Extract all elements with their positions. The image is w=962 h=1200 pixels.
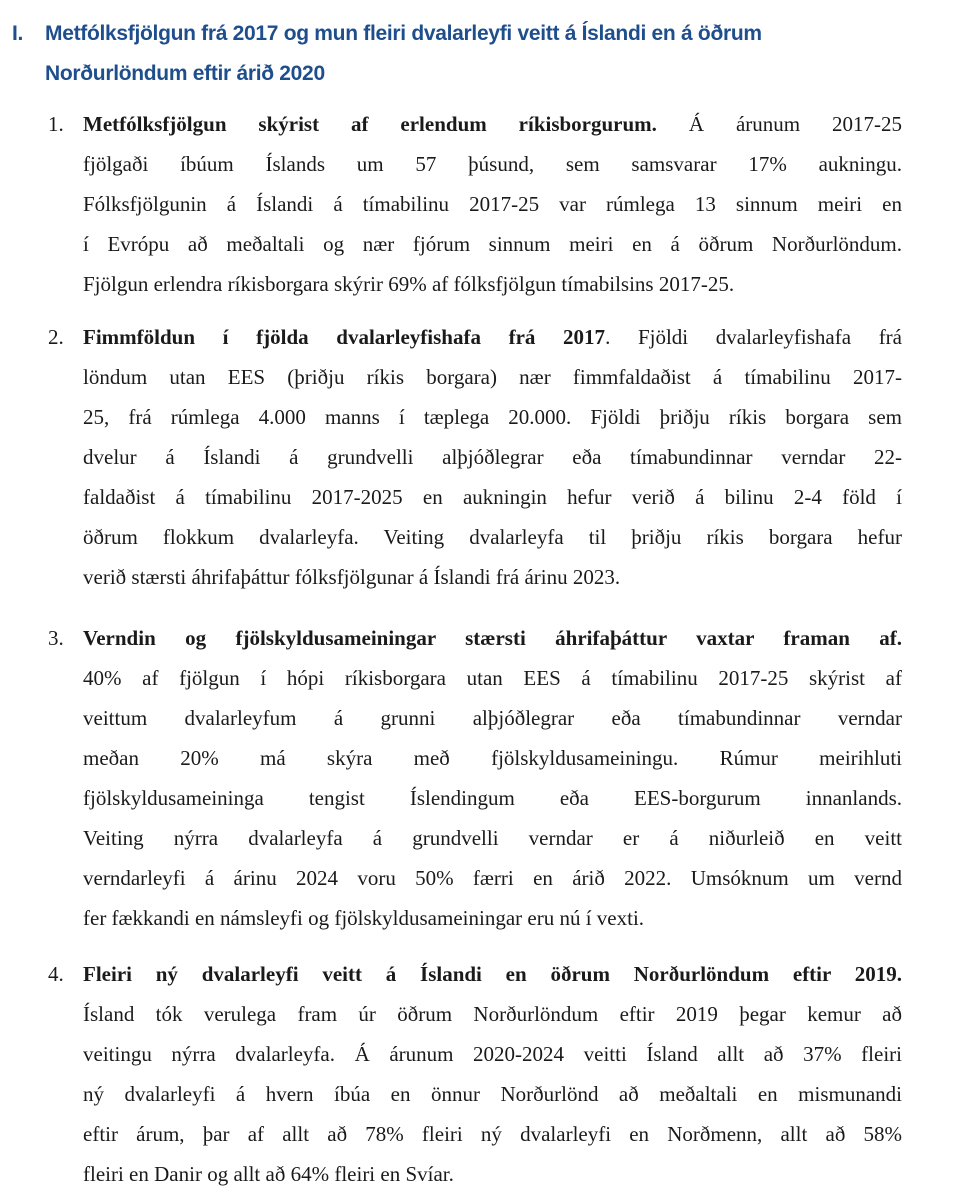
item-text-line: verið stærsti áhrifaþáttur fólksfjölgunar á Íslandi frá árinu 2023. — [83, 565, 621, 589]
item-text-line: fleiri en Danir og allt að 64% fleiri en Svíar. — [83, 1162, 454, 1186]
item-text-line: 25, frá rúmlega 4.000 manns í tæplega 20.000. Fjöldi þriðju ríkis borgara sem — [83, 405, 902, 429]
item-title: Verndin og fjölskyldusameiningar stærsti áhrifaþáttur vaxtar framan af. — [83, 626, 902, 650]
item-text-line: ný dvalarleyfi á hvern íbúa en önnur Norðurlönd að meðaltali en mismunandi — [83, 1082, 902, 1106]
item-number: 2. — [48, 325, 64, 349]
item-number: 4. — [48, 962, 64, 986]
item-first-line — [83, 104, 902, 144]
item-text-line: fer fækkandi en námsleyfi og fjölskyldusameiningar eru nú í vexti. — [83, 906, 645, 930]
item-text-line: fjölskyldusameininga tengist Íslendingum eða EES-borgurum innanlands. — [83, 786, 902, 810]
item-text-line: faldaðist á tímabilinu 2017-2025 en aukningin hefur verið á bilinu 2-4 föld í — [83, 485, 902, 509]
list-item — [48, 618, 902, 938]
item-text-line: öðrum flokkum dvalarleyfa. Veiting dvalarleyfa til þriðju ríkis borgara hefur — [83, 525, 902, 549]
item-text-line: Ísland tók verulega fram úr öðrum Norðurlöndum eftir 2019 þegar kemur að — [83, 1002, 902, 1026]
item-first-line — [83, 954, 902, 994]
item-text-line: Veiting nýrra dvalarleyfa á grundvelli verndar er á niðurleið en veitt — [83, 826, 902, 850]
item-text-line: veittum dvalarleyfum á grunni alþjóðlegrar eða tímabundinnar verndar — [83, 706, 902, 730]
item-title: Fleiri ný dvalarleyfi veitt á Íslandi en öðrum Norðurlöndum eftir 2019. — [83, 962, 902, 986]
section-title-line: Metfólksfjölgun frá 2017 og mun fleiri dvalarleyfi veitt á Íslandi en á öðrum — [45, 22, 762, 45]
item-text-line: löndum utan EES (þriðju ríkis borgara) nær fimmfaldaðist á tímabilinu 2017- — [83, 365, 902, 389]
section-number: I. — [12, 22, 24, 45]
item-text-line: Fólksfjölgunin á Íslandi á tímabilinu 2017-25 var rúmlega 13 sinnum meiri en — [83, 192, 902, 216]
item-text: . Fjöldi dvalarleyfishafa frá — [605, 325, 903, 349]
item-text: Á árunum 2017‑25 — [656, 112, 903, 136]
item-text-line: eftir árum, þar af allt að 78% fleiri ný dvalarleyfi en Norðmenn, allt að 58% — [83, 1122, 902, 1146]
section-title-line: Norðurlöndum eftir árið 2020 — [45, 62, 325, 85]
item-first-line — [83, 317, 902, 357]
item-number: 1. — [48, 112, 64, 136]
item-text-line: verndarleyfi á árinu 2024 voru 50% færri en árið 2022. Umsóknum um vernd — [83, 866, 902, 890]
item-text-line: í Evrópu að meðaltali og nær fjórum sinnum meiri en á öðrum Norðurlöndum. — [83, 232, 902, 256]
item-number: 3. — [48, 626, 64, 650]
item-first-line — [83, 618, 902, 658]
item-text-line: 40% af fjölgun í hópi ríkisborgara utan EES á tímabilinu 2017-25 skýrist af — [83, 666, 902, 690]
item-title: Metfólksfjölgun skýrist af erlendum ríkisborgurum. — [83, 112, 657, 136]
list-item — [48, 104, 902, 304]
item-title: Fimmföldun í fjölda dvalarleyfishafa frá 2017 — [83, 325, 606, 349]
item-text-line: veitingu nýrra dvalarleyfa. Á árunum 2020-2024 veitti Ísland allt að 37% fleiri — [83, 1042, 902, 1066]
item-text-line: dvelur á Íslandi á grundvelli alþjóðlegrar eða tímabundinnar verndar 22- — [83, 445, 902, 469]
list-item — [48, 954, 902, 1194]
item-text-line: fjölgaði íbúum Íslands um 57 þúsund, sem samsvarar 17% aukningu. — [83, 152, 902, 176]
item-text-line: meðan 20% má skýra með fjölskyldusameiningu. Rúmur meirihluti — [83, 746, 902, 770]
item-text-line: Fjölgun erlendra ríkisborgara skýrir 69% af fólksfjölgun tímabilsins 2017-25. — [83, 272, 735, 296]
section-heading — [12, 14, 912, 94]
list-item — [48, 317, 902, 597]
